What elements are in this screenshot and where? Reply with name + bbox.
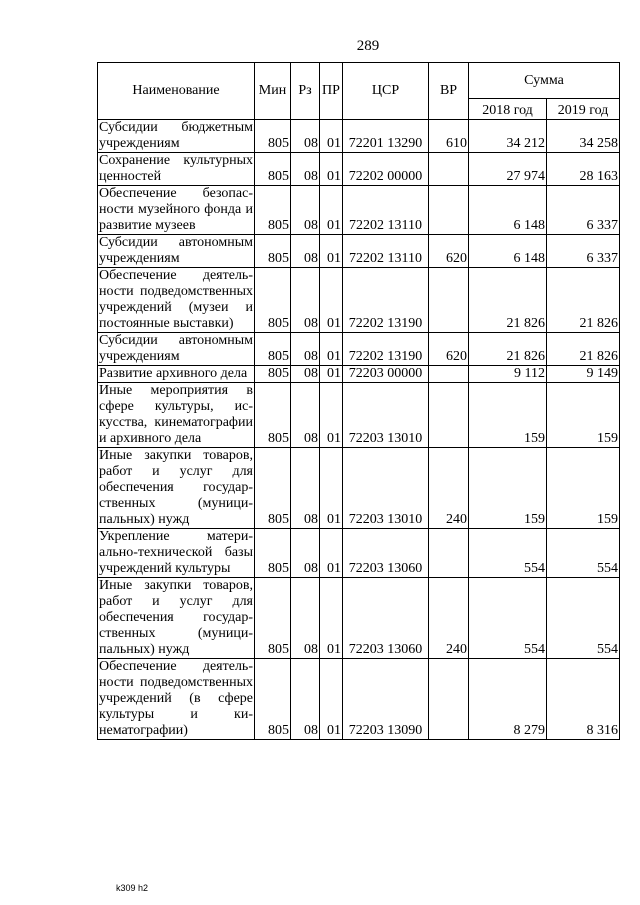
row-rz: 08 bbox=[291, 383, 320, 448]
row-min: 805 bbox=[255, 366, 291, 383]
row-pr: 01 bbox=[320, 153, 343, 186]
row-min: 805 bbox=[255, 333, 291, 366]
table-row bbox=[98, 383, 620, 448]
row-sum-2018: 159 bbox=[469, 383, 547, 448]
row-rz: 08 bbox=[291, 366, 320, 383]
row-pr: 01 bbox=[320, 529, 343, 578]
row-name: Субсидии бюджетным учреждениям bbox=[99, 120, 253, 151]
table-body bbox=[98, 120, 620, 740]
table-row bbox=[98, 448, 620, 529]
row-sum-2019: 21 826 bbox=[547, 333, 620, 366]
row-sum-2019: 159 bbox=[547, 383, 620, 448]
table-row bbox=[98, 120, 620, 153]
row-sum-2018: 8 279 bbox=[469, 659, 547, 740]
row-name: Развитие архивного дела bbox=[98, 366, 255, 383]
row-pr: 01 bbox=[320, 448, 343, 529]
row-sum-2019: 34 258 bbox=[547, 120, 620, 153]
row-rz: 08 bbox=[291, 153, 320, 186]
row-sum-2018: 554 bbox=[469, 529, 547, 578]
row-vr: 240 bbox=[429, 578, 469, 659]
row-csr: 72202 13190 bbox=[343, 268, 429, 333]
row-pr: 01 bbox=[320, 659, 343, 740]
row-csr: 72203 13010 bbox=[343, 383, 429, 448]
row-csr: 72203 13010 bbox=[343, 448, 429, 529]
row-csr: 72203 13090 bbox=[343, 659, 429, 740]
row-vr bbox=[429, 659, 469, 740]
row-name: Обеспечение деятельности подведомственных учреждений (в сфере культуры и кинематографии) bbox=[99, 659, 253, 738]
row-rz: 08 bbox=[291, 235, 320, 268]
page-number: 289 bbox=[356, 38, 380, 54]
row-csr: 72201 13290 bbox=[343, 120, 429, 153]
row-name: Иные закупки товаров, работ и услуг для обеспечения государственных (муниципальных) нужд bbox=[99, 578, 253, 657]
row-min: 805 bbox=[255, 120, 291, 153]
row-csr: 72202 00000 bbox=[343, 153, 429, 186]
budget-table bbox=[97, 62, 620, 740]
table-row bbox=[98, 235, 620, 268]
table-row bbox=[98, 529, 620, 578]
row-min: 805 bbox=[255, 448, 291, 529]
row-pr: 01 bbox=[320, 366, 343, 383]
row-name: Субсидии автономным учреждениям bbox=[99, 333, 253, 364]
row-sum-2018: 27 974 bbox=[469, 153, 547, 186]
table-row bbox=[98, 366, 620, 383]
row-rz: 08 bbox=[291, 578, 320, 659]
header-pr: ПР bbox=[320, 63, 343, 120]
row-vr bbox=[429, 153, 469, 186]
row-name: Субсидии автономным учреждениям bbox=[99, 235, 253, 266]
row-pr: 01 bbox=[320, 333, 343, 366]
table-row bbox=[98, 268, 620, 333]
row-sum-2018: 6 148 bbox=[469, 235, 547, 268]
row-csr: 72203 00000 bbox=[343, 366, 429, 383]
row-rz: 08 bbox=[291, 120, 320, 153]
row-min: 805 bbox=[255, 578, 291, 659]
footer-code: k309 h2 bbox=[116, 883, 149, 893]
row-sum-2019: 159 bbox=[547, 448, 620, 529]
row-vr bbox=[429, 383, 469, 448]
header-name: Наименование bbox=[98, 63, 255, 120]
row-sum-2019: 6 337 bbox=[547, 235, 620, 268]
table-row bbox=[98, 659, 620, 740]
row-name: Обеспечение безопасности музейного фонда и развитие музеев bbox=[99, 186, 253, 233]
row-sum-2019: 21 826 bbox=[547, 268, 620, 333]
row-vr: 240 bbox=[429, 448, 469, 529]
row-csr: 72202 13110 bbox=[343, 235, 429, 268]
row-pr: 01 bbox=[320, 578, 343, 659]
row-sum-2018: 34 212 bbox=[469, 120, 547, 153]
row-rz: 08 bbox=[291, 659, 320, 740]
row-sum-2019: 554 bbox=[547, 578, 620, 659]
row-rz: 08 bbox=[291, 268, 320, 333]
row-vr bbox=[429, 529, 469, 578]
row-vr: 610 bbox=[429, 120, 469, 153]
header-csr: ЦСР bbox=[343, 63, 429, 120]
header-sum: Сумма bbox=[469, 63, 620, 99]
row-sum-2018: 21 826 bbox=[469, 333, 547, 366]
header-year-2019: 2019 год bbox=[547, 99, 620, 120]
row-sum-2018: 159 bbox=[469, 448, 547, 529]
row-vr: 620 bbox=[429, 333, 469, 366]
row-rz: 08 bbox=[291, 529, 320, 578]
row-sum-2019: 6 337 bbox=[547, 186, 620, 235]
row-vr bbox=[429, 186, 469, 235]
row-rz: 08 bbox=[291, 448, 320, 529]
row-rz: 08 bbox=[291, 186, 320, 235]
table-row bbox=[98, 153, 620, 186]
row-name: Сохранение культурных ценностей bbox=[99, 153, 253, 184]
row-min: 805 bbox=[255, 659, 291, 740]
row-min: 805 bbox=[255, 235, 291, 268]
row-name: Иные мероприятия в сфере культуры, искусства, кинематографии и архивного дела bbox=[99, 383, 253, 446]
row-pr: 01 bbox=[320, 383, 343, 448]
row-pr: 01 bbox=[320, 235, 343, 268]
row-pr: 01 bbox=[320, 186, 343, 235]
row-sum-2019: 28 163 bbox=[547, 153, 620, 186]
header-vr: ВР bbox=[429, 63, 469, 120]
row-rz: 08 bbox=[291, 333, 320, 366]
header-rz: Рз bbox=[291, 63, 320, 120]
row-min: 805 bbox=[255, 153, 291, 186]
row-csr: 72202 13110 bbox=[343, 186, 429, 235]
row-sum-2019: 9 149 bbox=[547, 366, 620, 383]
row-name: Обеспечение деятельности подведомственных учреждений (музеи и постоянные выставки) bbox=[99, 268, 253, 331]
row-csr: 72202 13190 bbox=[343, 333, 429, 366]
row-name: Иные закупки товаров, работ и услуг для обеспечения государственных (муниципальных) нужд bbox=[99, 448, 253, 527]
row-min: 805 bbox=[255, 268, 291, 333]
row-min: 805 bbox=[255, 383, 291, 448]
table-row bbox=[98, 333, 620, 366]
row-sum-2018: 9 112 bbox=[469, 366, 547, 383]
row-pr: 01 bbox=[320, 268, 343, 333]
row-min: 805 bbox=[255, 186, 291, 235]
row-sum-2018: 6 148 bbox=[469, 186, 547, 235]
row-sum-2019: 8 316 bbox=[547, 659, 620, 740]
header-min: Мин bbox=[255, 63, 291, 120]
row-vr bbox=[429, 366, 469, 383]
row-vr bbox=[429, 268, 469, 333]
row-pr: 01 bbox=[320, 120, 343, 153]
row-csr: 72203 13060 bbox=[343, 529, 429, 578]
row-min: 805 bbox=[255, 529, 291, 578]
row-name: Укрепление материально-технической базы учреждений культуры bbox=[99, 529, 253, 576]
row-sum-2018: 21 826 bbox=[469, 268, 547, 333]
row-csr: 72203 13060 bbox=[343, 578, 429, 659]
header-year-2018: 2018 год bbox=[469, 99, 547, 120]
table-row bbox=[98, 578, 620, 659]
table-row bbox=[98, 186, 620, 235]
row-sum-2018: 554 bbox=[469, 578, 547, 659]
row-sum-2019: 554 bbox=[547, 529, 620, 578]
row-vr: 620 bbox=[429, 235, 469, 268]
